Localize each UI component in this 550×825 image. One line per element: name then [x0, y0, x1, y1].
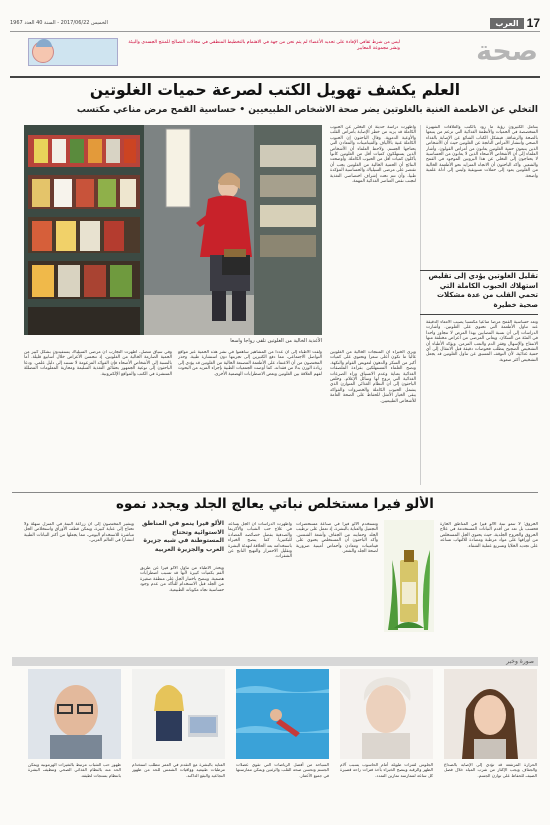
issue-date: الخميس 2017/06/22 - السنة 40 العدد 1967: [10, 20, 108, 26]
second-headline: الألو فيرا مستخلص نباتي يعالج الجلد ويجدد نموه: [116, 496, 434, 512]
office-worker-illustration: [132, 669, 225, 759]
second-column-2: وتستخدم الألو فيرا في صناعة مستحضرات التجميل والعناية بالبشرة، إذ تعمل على ترطيب الجلد وحمايته من الجفاف وأشعة الشمس. وأكد الباحثون أن المستخلص يحتوي على فيتامينات ومعادن وأحماض أمينية ضرورية لصحة الجلد والشعر.: [296, 522, 378, 555]
lead-column-1: بتنامل الكثيرون رؤية ما رود بالكتب والعلاقات الشهيرة المتخصصة في الحميات والأنظمة الغذائية التي تزعم من يتبعها بالصحة والرشاقة. فيشكل الكتاب الشائع عن الإصابة بالغذاء الصحي وانتشار الأمراض الناتجة عن الغلوتين حيث أن الأشخاص الذين يتبعون حمية الغلوتين يعانون من أمراض القولون. وأشار العلماء إلى أن الأشخاص الأصحاء الذين لا يعانون من الحساسية لا يحتاجون إلى التخلي عن هذا البروتين الموجود في القمح والشعير. وأكد الباحثون أن الاتجاه المتزايد نحو الأطعمة الخالية من الغلوتين يعود إلى حملات تسويقية وليس إلى أدلة علمية واضحة.: [426, 125, 538, 179]
lead-photo: [24, 125, 322, 335]
gallery-photo-4: [132, 669, 225, 759]
woman-headache-illustration: [444, 669, 537, 759]
second-pullquote: الألو فيرا ينمو في المناطق الاستوائية وتحتاج المستوطنة في شبه جزيرة العرب والجزيرة العربية: [141, 520, 224, 553]
page-number: 17: [526, 16, 540, 30]
gallery-caption-1: الحرارة المرتفعة قد تؤدي إلى الإصابة بالصداع والجفاف ويجب الإكثار من شرب المياه خلال فصل الصيف للحفاظ على توازن الجسم.: [444, 762, 537, 778]
pullquote-rule-bottom: [420, 314, 538, 315]
gallery-caption-5: ظهور حب الشباب مرتبط بالتغيرات الهرمونية ويمكن الحد منه بالنظام الغذائي الصحي وتنظيف البشرة بانتظام بمنتجات لطيفة.: [28, 762, 121, 778]
lead-column-4: ويرى الخبراء أن المنتجات الخالية من الغلوتين غالبا ما تكون أعلى سعرا وتحتوي على كميات أكبر من السكر والدهون لتعويض القوام والنكهة. ونصح العلماء المستهلكين بقراءة الملصقات الغذائية بعناية وعدم الانسياق وراء الصرعات الغذائية التي تروج لها وسائل الإعلام. وخلص الباحثون إلى أن النظام الغذائي المتوازن الذي يشمل الحبوب الكاملة والخضروات والفواكه يبقى الخيار الأمثل للحفاظ على الصحة العامة للأشخاص الطبيعيين.: [330, 350, 416, 404]
gallery-title: صورة وخبر: [506, 658, 534, 665]
second-column-5: ويشير المختصون إلى أن زراعة النبتة في المنزل سهلة ولا تحتاج إلى عناية كبيرة، ويمكن قطف الأوراق واستخلاص الجل مباشرة للاستخدام اليومي، مما يجعلها من أكثر النباتات الطبية انتشارا في العالم العربي.: [24, 522, 134, 544]
lead-column-3: وتعد حساسية القمح مرضا مناعيا مكتسبا يصيب الأمعاء الدقيقة عند تناول الأطعمة التي تحتوي على الغلوتين. وأشارت الدراسات إلى أن نسبة المصابين بهذا المرض لا تتجاوز واحدا في المئة من السكان. ويعاني المرضى من أعراض مختلفة منها الانتفاخ والإسهال وفقر الدم والتعب المزمن. ويؤكد الأطباء أن التشخيص الصحيح يتطلب فحوصات دقيقة قبل الانتقال إلى أي حمية غذائية، لأن التوقف المسبق عن تناول الغلوتين قد يجعل التشخيص أكثر صعوبة.: [426, 320, 538, 363]
gallery-photo-5: [28, 669, 121, 759]
masthead-rule: [10, 31, 540, 32]
lead-column-5: ولفت الأطباء إلى أن عددا من المشاهير ساهموا في نشر هذه الحمية عبر مواقع التواصل الاجتماعي، مما دفع الكثيرين إلى تجربتها دون استشارة طبية. وحذر المختصون من أن الاعتماد على الأطعمة المصنعة الخالية من الغلوتين قد يؤدي إلى زيادة الوزن بدلا من فقدانه. كما أوصت الجمعيات الطبية بإجراء المزيد من البحوث لفهم العلاقة بين الغلوتين وبعض الاضطرابات الهضمية الأخرى.: [178, 350, 322, 377]
supermarket-shopper-illustration: [24, 125, 322, 335]
promo-text: ليس من شرط ثقافي الإفادة على تحديد الأعضاء لم يتم نحن من جهة في الاهتمام بالتخطيط المنطقي في مجالات التصالح للمنتج الجسدي والبيئة ونشر مجموعة المعايير: [128, 40, 400, 51]
man-glasses-illustration: [28, 669, 121, 759]
older-woman-skin-illustration: [340, 669, 433, 759]
second-column-4: ويحذر الأطباء من تناول الألو فيرا عن طريق الفم بكميات كبيرة لأنها قد تسبب اضطرابات هضمية. وينصح باختبار الجل على منطقة صغيرة من الجلد قبل الاستخدام للتأكد من عدم وجود حساسية تجاه مكوناته الطبيعية.: [140, 566, 224, 593]
gallery-caption-4: العناية بالبشرة مع التقدم في العمر تتطلب استخدام مرطبات طبيعية وواقيات الشمس للحد من ظهور التجاعيد والبقع الداكنة.: [132, 762, 225, 778]
masthead: [10, 16, 540, 30]
gallery-header-bar: [12, 657, 538, 666]
brand-logo: العرب: [490, 18, 523, 29]
gallery-caption-3: السباحة من أفضل الرياضات التي تقوي عضلات الجسم وتحسن صحة القلب والرئتين ويمكن ممارستها في جميع الأعمار.: [236, 762, 329, 778]
gallery-photo-3: [236, 669, 329, 759]
cartoon-face-icon: [32, 41, 54, 63]
aloe-vera-photo: [384, 520, 434, 632]
masthead-brand-block: [490, 16, 540, 30]
gallery-photo-1: [444, 669, 537, 759]
section-rule: [10, 76, 540, 78]
story-separator: [12, 492, 538, 493]
aloe-bottle-illustration: [384, 520, 434, 632]
section-title: صحة: [476, 36, 538, 67]
gallery-photo-2: [340, 669, 433, 759]
promo-image: [28, 38, 118, 66]
lead-column-2: وأظهرت دراسة حديثة أن التخلي عن الحبوب الكاملة قد يزيد من خطر الإصابة بأمراض القلب والأوعية الدموية. وقال الباحثون إن الحبوب الكاملة غنية بالألياف والفيتامينات والمعادن التي يحتاجها الجسم. ولاحظ العلماء أن الأشخاص الذين يستهلكون كميات أقل من الغلوتين كانوا يأكلون كميات أقل من الحبوب الكاملة. وأوضحت النتائج أن الحمية الخالية من الغلوتين يجب أن تقتصر على مرضى السيلياك والحساسية المؤكدة طبيا، وأن تتم تحت إشراف اختصاصي التغذية لتجنب نقص العناصر الغذائية المهمة.: [330, 125, 416, 185]
second-column-1: الحروق: لا تنمو نبتة الألو فيرا في المناطق الحارة فحسب بل تعد من أقدم النباتات المستخدمة في علاج الحروق والجروح الجلدية، حيث يحتوي الجل المستخلص من أوراقها على مواد مرطبة ومضادة للالتهاب تساعد على تجديد الخلايا وتسريع عملية الشفاء.: [440, 522, 538, 549]
lead-headline: العلم يكشف تهويل الكتب لصرعة حميات الغلوتين: [89, 81, 461, 99]
lead-subhead: التخلي عن الأطعمة الغنية بالغلوتين يضر صحة الأشخاص الطبيعيين • حساسية القمح مرض مناعي مكتسب: [76, 105, 538, 115]
photo-caption: الأغذية الخالية من الغلوتين تلقى رواجا واسعا: [230, 338, 322, 344]
lead-pullquote: تقليل الغلوتين يؤدي إلى تقليص استهلاك الحبوب الكاملة التي تحمي القلب من عدة مشكلات صحية خطيرة: [428, 272, 538, 309]
swimmer-illustration: [236, 669, 329, 759]
pullquote-rule-top: [420, 270, 538, 271]
second-column-3: وأظهرت الدراسات أن الجل يساعد في علاج حب الشباب والأكزيما والصدفية بفضل خصائصه المضادة للبكتيريا. كما ينصح الخبراء باستخدامه بعد الحلاقة لتهدئة البشرة وتقليل الاحمرار والتهيج الناتج عن الشفرات.: [228, 522, 292, 560]
gallery-caption-2: الجلوس لفترات طويلة أمام الحاسوب يسبب آلام الظهر والرقبة وينصح الخبراء بأخذ فترات راحة قصيرة كل ساعة لممارسة تمارين التمدد.: [340, 762, 433, 778]
lead-column-6: وفي سياق متصل، أظهرت التجارب أن مرضى السيلياك يستفيدون بشكل كبير من الحمية الصارمة الخالية من الغلوتين، إذ تتحسن الأعراض خلال أسابيع قليلة. أما بالنسبة إلى الأشخاص الأصحاء فإن الفوائد المزعومة لا تستند إلى دليل علمي. ودعا الباحثون إلى توعية الجمهور بحقائق التغذية السليمة ومحاربة المعلومات المضللة المنتشرة في الكتب والمواقع الإلكترونية.: [24, 350, 172, 377]
